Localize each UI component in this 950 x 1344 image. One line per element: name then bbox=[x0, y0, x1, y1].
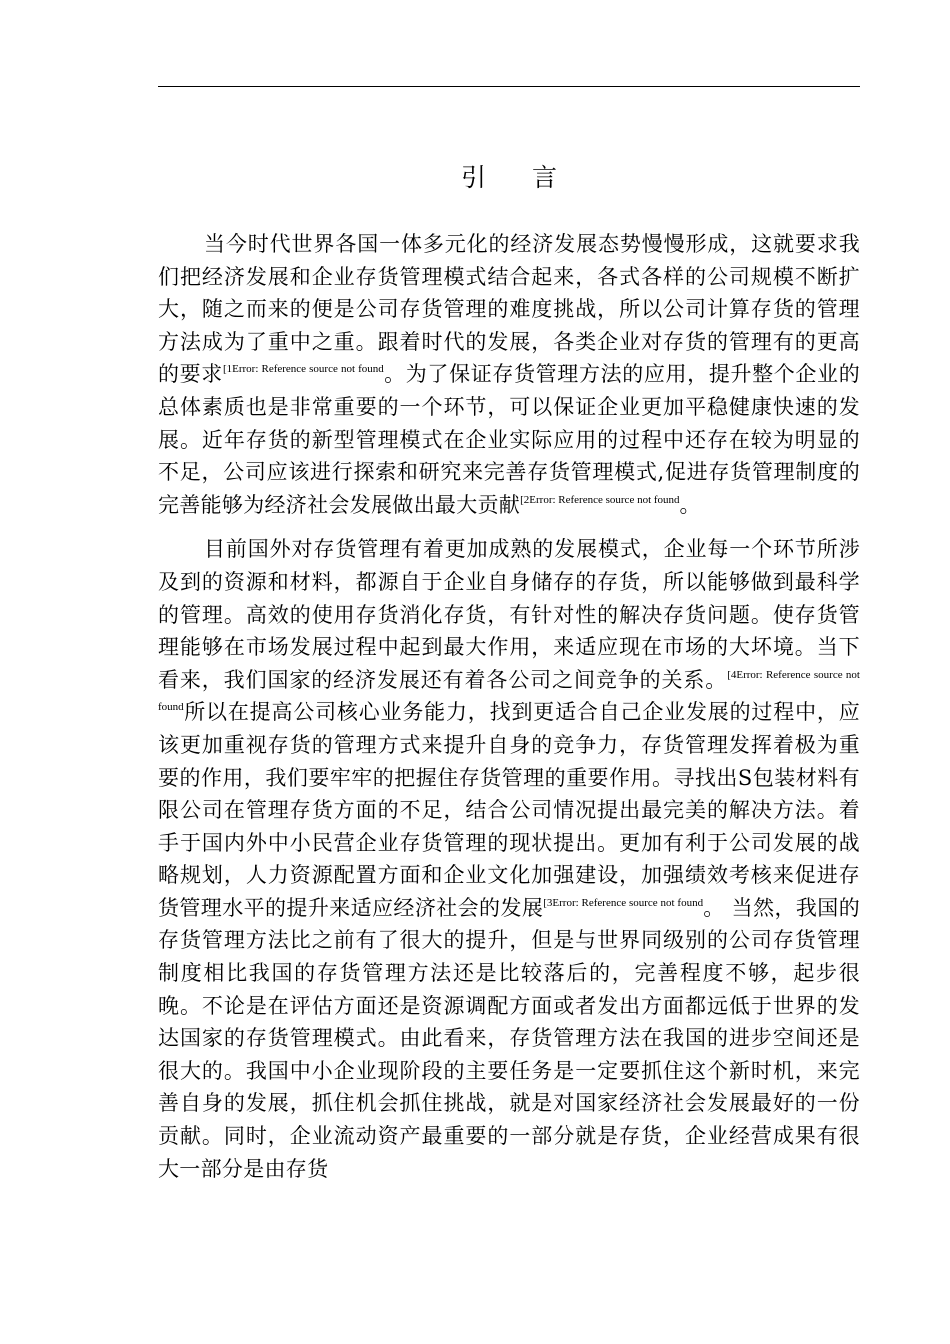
paragraph bbox=[158, 228, 860, 521]
citation-error: [2Error: Reference source not found bbox=[520, 493, 680, 506]
citation-error: [1Error: Reference source not found bbox=[222, 363, 384, 376]
paragraph-text: 。为了保证存货管理方法的应用，提升整个企业的总体素质也是非常重要的一个环节，可以保证企业更加平稳健康快速的发展。近年存货的新型管理模式在企业实际应用的过程中还存在较为明显的不足，公司应该进行探索和研究来完善存货管理模式,促进存货管理制度的完善能够为经济社会发展做出最大贡献 bbox=[158, 362, 861, 517]
citation-error: [4Error: Reference source not found bbox=[158, 668, 860, 714]
paragraph-text: 所以在提高公司核心业务能力，找到更适合自己企业发展的过程中，应该更加重视存货的管理方式来提升自身的竞争力，存货管理发挥着极为重要的作用，我们要牢牢的把握住存货管理的重要作用。寻找出S包装材料有限公司在管理存货方面的不足，结合公司情况提出最完美的解决方法。着手于国内外中小民营企业存货管理的现状提出。更加有利于公司发展的战略规划，人力资源配置方面和企业文化加强建设，加强绩效考核来促进存货管理水平的提升来适应经济社会的发展 bbox=[158, 700, 860, 920]
section-body bbox=[158, 228, 860, 1185]
section-title: 引言 bbox=[460, 163, 603, 192]
paragraph bbox=[158, 533, 860, 1185]
header-rule bbox=[158, 86, 860, 87]
paragraph-text: 。 当然，我国的存货管理方法比之前有了很大的提升，但是与世界同级别的公司存货管理制度相比我国的存货管理方法还是比较落后的，完善程度不够，起步很晚。不论是在评估方面还是资源调配方面或者发出方面都远低于世界的发达国家的存货管理模式。由此看来，存货管理方法在我国的进步空间还是很大的。我国中小企业现阶段的主要任务是一定要抓住这个新时机，来完善自身的发展，抓住机会抓住挑战，就是对国家经济社会发展最好的一份贡献。同时，企业流动资产最重要的一部分就是存货，企业经营成果有很大一部分是由存货 bbox=[158, 895, 860, 1181]
paragraph-text: 目前国外对存货管理有着更加成熟的发展模式，企业每一个环节所涉及到的资源和材料，都源自于企业自身储存的存货，所以能够做到最科学的管理。高效的使用存货消化存货，有针对性的解决存货问题。使存货管理能够在市场发展过程中起到最大作用，来适应现在市场的大坏境。当下看来，我们国家的经济发展还有着各公司之间竞争的关系。 bbox=[158, 537, 860, 692]
citation-error: [3Error: Reference source not found bbox=[543, 896, 704, 909]
paragraph-text: 。 bbox=[679, 492, 701, 517]
paragraph-text: 当今时代世界各国一体多元化的经济发展态势慢慢形成，这就要求我们把经济发展和企业存货管理模式结合起来，各式各样的公司规模不断扩大，随之而来的便是公司存货管理的难度挑战，所以公司计算存货的管理方法成为了重中之重。跟着时代的发展，各类企业对存货的管理有的更高的要求 bbox=[158, 232, 860, 387]
